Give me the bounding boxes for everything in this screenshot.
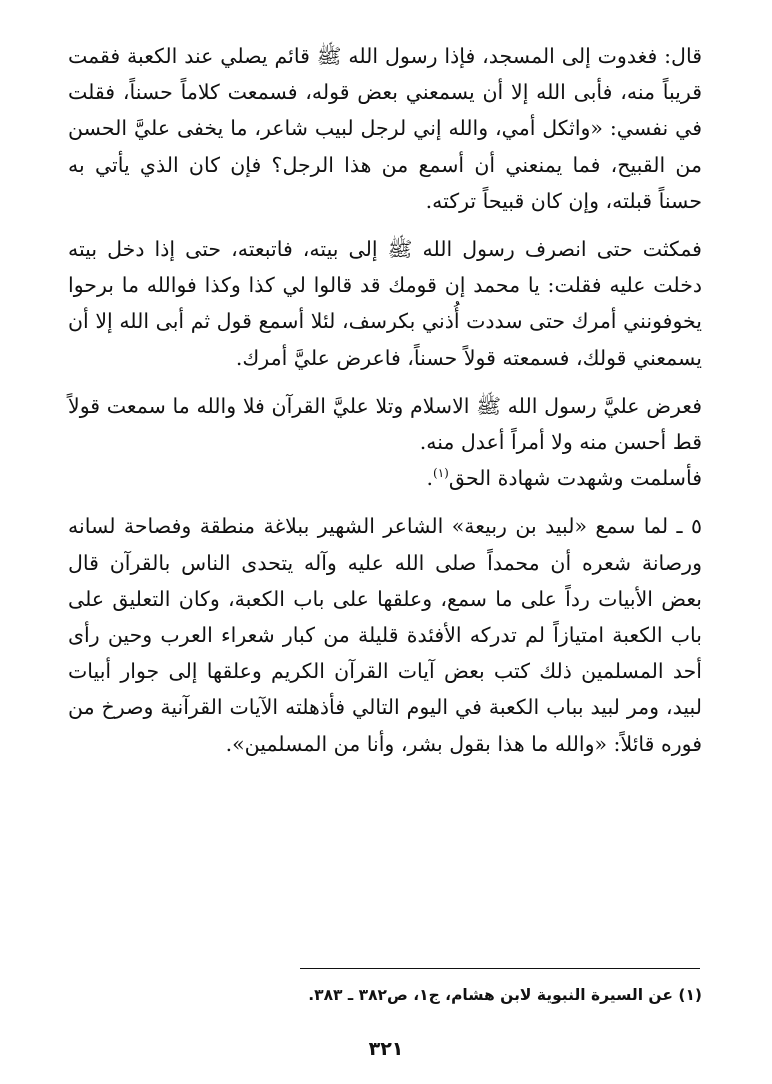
paragraph-3: فعرض عليَّ رسول الله ﷺ الاسلام وتلا عليَّ القرآن فلا والله ما سمعت قولاً قط أحسن منه ولا أمراً أعدل منه. [68,393,702,455]
page-number: ٣٢١ [368,1038,404,1060]
main-text [68,38,702,762]
footnote-divider [300,968,700,969]
paragraph-4-end: . [426,466,434,491]
paragraph-4 [68,460,702,496]
paragraph-5: ٥ ـ لما سمع «لبيد بن ربيعة» الشاعر الشهير ببلاغة منطقة وفصاحة لسانه ورصانة شعره أن محمداً صلى الله عليه وآله يتحدى الناس بالقرآن قال بعض الأبيات رداً على ما سمع، وعلقها على باب الكعبة، وكان التعليق على باب الكعبة امتيازاً لم تدركه الأفئدة قليلة من كبار شعراء العرب وحين رأى أحد المسلمين ذلك كتب بعض آيات القرآن الكريم وعلقها إلى جوار أبيات لبيد، ومر لبيد بباب الكعبة في اليوم التالي فأذهلته الآيات القرآنية وصرخ من فوره قائلاً: «والله ما هذا بقول بشر، وأنا من المسلمين». [68,514,702,756]
paragraph-4-text: فأسلمت وشهدت شهادة الحق [448,466,702,491]
paragraph-1: قال: فغدوت إلى المسجد، فإذا رسول الله ﷺ قائم يصلي عند الكعبة فقمت قريباً منه، فأبى الله إلا أن يسمعني بعض قوله، فسمعت كلاماً حسناً، فقلت في نفسي: «واثكل أمي، والله إني لرجل لبيب شاعر، ما يخفى عليَّ الحسن من القبيح، فما يمنعني أن أسمع من هذا الرجل؟ فإن كان الذي يأتي به حسناً قبلته، وإن كان قبيحاً تركته. [68,44,702,213]
footnote-reference: (١) [433,466,449,481]
paragraph-2: فمكثت حتى انصرف رسول الله ﷺ إلى بيته، فاتبعته، حتى إذا دخل بيته دخلت عليه فقلت: يا محمد إن قومك قد قالوا لي كذا وكذا فوالله ما برحوا يخوفونني أمرك حتى سددت أُذني بكرسف، لئلا أسمع قول ثم أبى الله إلا أن يسمعني قولك، فسمعته قولاً حسناً، فاعرض عليَّ أمرك. [68,237,702,370]
footnote: (١) عن السيرة النبوية لابن هشام، ج١، ص٣٨٢ ـ ٣٨٣. [308,986,702,1004]
